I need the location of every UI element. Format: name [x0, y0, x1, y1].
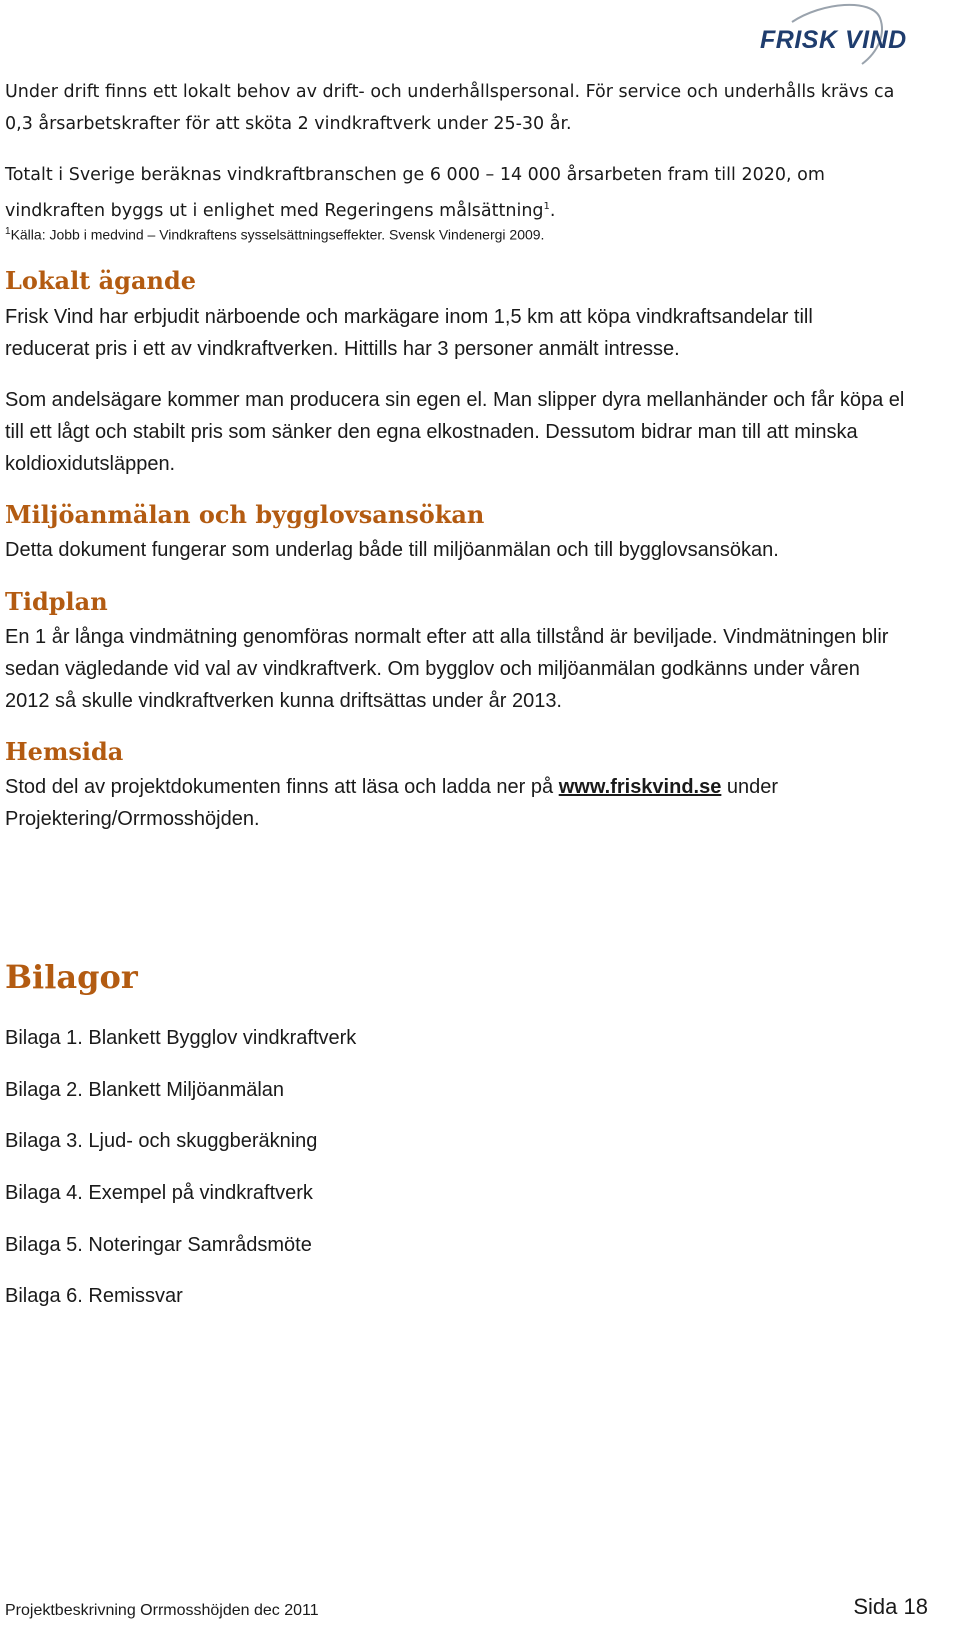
text-line: till ett lågt och stabilt pris som sänker den egna elkostnaden. Dessutom bidrar man till att minska — [5, 421, 858, 443]
text-span: . — [549, 200, 556, 221]
lokalt-paragraph-2 — [5, 384, 904, 480]
text-line: Totalt i Sverige beräknas vindkraftbranschen ge 6 000 – 14 000 årsarbeten fram till 2020, om — [5, 165, 825, 185]
tidplan-paragraph — [5, 621, 888, 717]
logo-text: FRISK VIND — [760, 26, 907, 54]
bilaga-item: Bilaga 5. Noteringar Samrådsmöte — [5, 1234, 312, 1256]
text-span: Stod del av projektdokumenten finns att läsa och ladda ner på — [5, 776, 559, 798]
text-span: under — [721, 776, 779, 798]
text-line: koldioxidutsläppen. — [5, 453, 176, 475]
source-footnote-mark: 1 — [5, 226, 11, 237]
text-line: 0,3 årsarbetskrafter för att sköta 2 vindkraftverk under 25-30 år. — [5, 114, 572, 134]
footnote-mark: 1 — [543, 201, 550, 212]
heading-bilagor: Bilagor — [5, 958, 138, 996]
text-span: vindkraften byggs ut i enlighet med Regeringens målsättning — [5, 200, 544, 221]
text-line: 2012 så skulle vindkraftverken kunna driftsättas under år 2013. — [5, 690, 562, 712]
source-note — [5, 226, 544, 243]
text-line: Som andelsägare kommer man producera sin egen el. Man slipper dyra mellanhänder och får köpa el — [5, 389, 905, 411]
website-link[interactable]: www.friskvind.se — [558, 776, 722, 798]
heading-lokalt-agande: Lokalt ägande — [5, 266, 197, 295]
bilaga-item: Bilaga 1. Blankett Bygglov vindkraftverk — [5, 1027, 357, 1049]
text-line — [5, 191, 825, 227]
footer-document-title: Projektbeskrivning Orrmosshöjden dec 2011 — [5, 1602, 319, 1619]
heading-tidplan: Tidplan — [5, 587, 108, 616]
text-line: Frisk Vind har erbjudit närboende och markägare inom 1,5 km att köpa vindkraftsandelar till — [5, 306, 813, 328]
miljo-paragraph: Detta dokument fungerar som underlag både till miljöanmälan och till bygglovsansökan. — [5, 539, 779, 561]
text-line: Projektering/Orrmosshöjden. — [5, 808, 260, 830]
bilaga-item: Bilaga 6. Remissvar — [5, 1285, 183, 1307]
text-line — [5, 771, 778, 803]
lokalt-paragraph-1 — [5, 301, 813, 365]
source-text: Källa: Jobb i medvind – Vindkraftens sysselsättningseffekter. Svensk Vindenergi 2009. — [10, 226, 545, 243]
text-line: En 1 år långa vindmätning genomföras normalt efter att alla tillstånd är beviljade. Vindmätningen blir — [5, 626, 889, 648]
heading-miljoanmalan: Miljöanmälan och bygglovsansökan — [5, 500, 485, 529]
text-line: Under drift finns ett lokalt behov av drift- och underhållspersonal. För service och underhålls krävs ca — [5, 82, 895, 102]
bilaga-item: Bilaga 3. Ljud- och skuggberäkning — [5, 1130, 318, 1152]
intro-paragraph-2 — [5, 159, 825, 227]
company-logo — [752, 0, 922, 70]
hemsida-paragraph — [5, 771, 778, 835]
heading-hemsida: Hemsida — [5, 737, 124, 766]
text-line: reducerat pris i ett av vindkraftverken. Hittills har 3 personer anmält intresse. — [5, 338, 680, 360]
bilaga-item: Bilaga 2. Blankett Miljöanmälan — [5, 1079, 285, 1101]
footer-page-number: Sida 18 — [853, 1594, 928, 1619]
intro-paragraph-1 — [5, 76, 894, 140]
bilaga-item: Bilaga 4. Exempel på vindkraftverk — [5, 1182, 313, 1204]
text-line: sedan vägledande vid val av vindkraftverk. Om bygglov och miljöanmälan godkänns under våren — [5, 658, 860, 680]
